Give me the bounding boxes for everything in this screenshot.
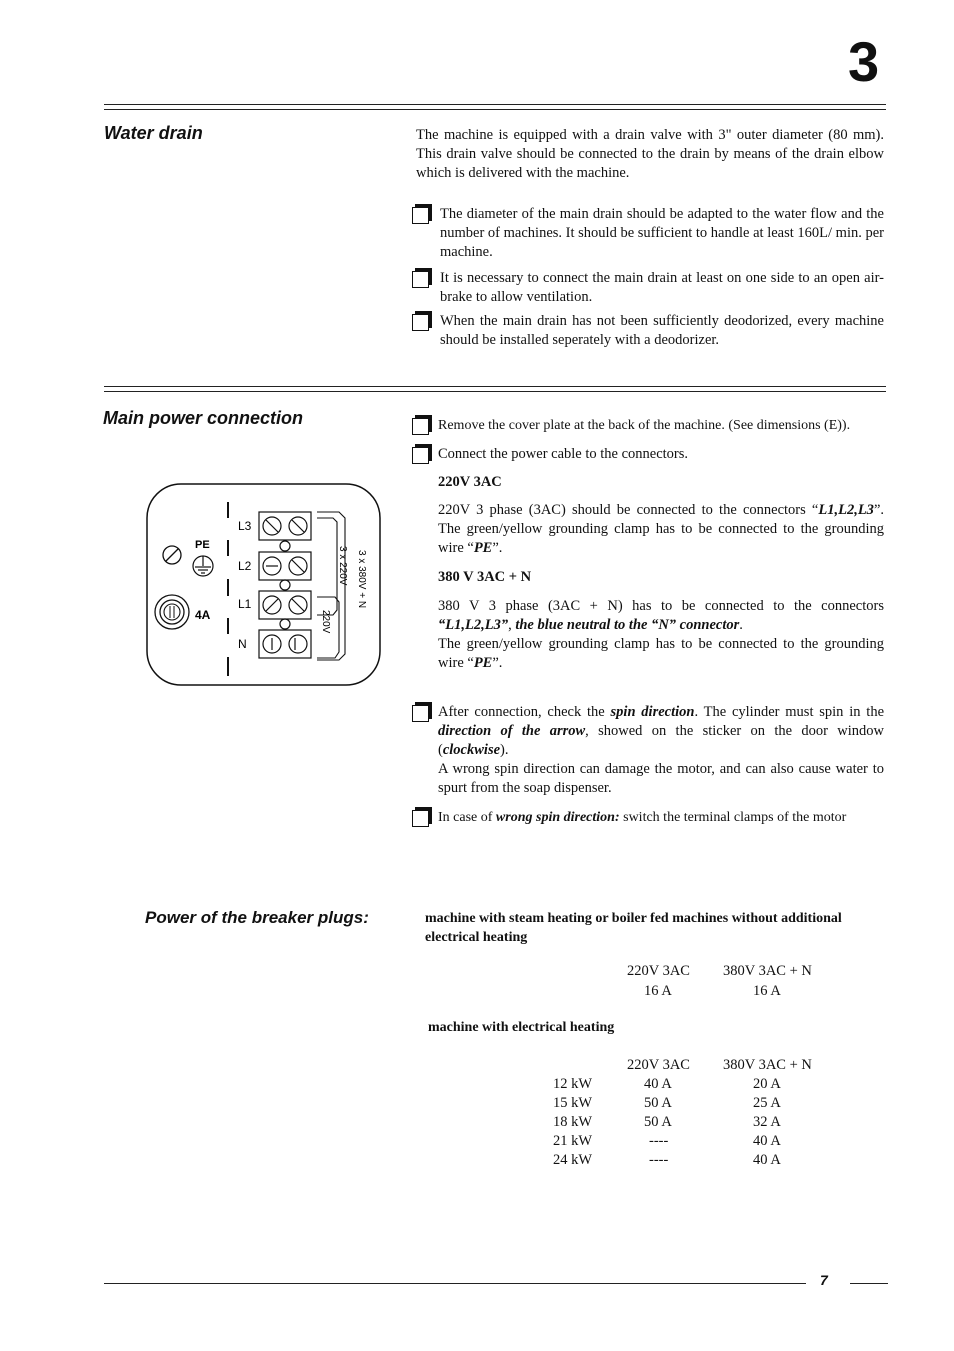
- water-drain-title: Water drain: [104, 123, 203, 143]
- col-header: 220V 3AC: [627, 1057, 690, 1073]
- table-cell: 40 A: [644, 1076, 672, 1092]
- bullet-item: [412, 269, 884, 307]
- bullet-item: [412, 312, 884, 350]
- paragraph-380v: 380 V 3 phase (3AC + N) has to be connected to the connectors “L1,L2,L3”, the blue neutral to the “N” connector. The green/yellow grounding clamp has to be connected to the grounding wire “PE”.: [438, 598, 884, 671]
- bullet-text: It is necessary to connect the main drain at least on one side to an open air-brake to allow ventilation.: [440, 270, 884, 305]
- bullet-text: When the main drain has not been sufficiently deodorized, every machine should be installed seperately with a deodorizer.: [440, 313, 884, 348]
- terminal-label: L1: [238, 597, 252, 611]
- bullet-item: [412, 205, 884, 262]
- bullet-item: [412, 703, 884, 798]
- electric-heading: machine with electrical heating: [428, 1020, 615, 1035]
- terminal-connection-diagram: [145, 482, 383, 688]
- steam-heading: machine with steam heating or boiler fed machines without additional electrical heating: [425, 911, 842, 945]
- bullet-text: In case of wrong spin direction: switch the terminal clamps of the motor: [438, 810, 847, 825]
- table-cell: 21 kW: [553, 1133, 593, 1149]
- checkbox-bullet-icon: [412, 447, 429, 464]
- heading-380v: 380 V 3AC + N: [438, 569, 532, 585]
- table-cell: 50 A: [644, 1114, 672, 1130]
- terminal-label: L3: [238, 519, 252, 533]
- table-cell: 40 A: [753, 1133, 781, 1149]
- table-cell: ----: [649, 1152, 669, 1168]
- table-cell: 15 kW: [553, 1095, 593, 1111]
- table-cell: 24 kW: [553, 1152, 593, 1168]
- section-divider: [104, 104, 886, 110]
- terminal-label: L2: [238, 559, 252, 573]
- section-divider: [104, 386, 886, 392]
- page-number: 7: [820, 1272, 828, 1288]
- voltage-label-220: 220V: [320, 610, 331, 634]
- table-cell: 16 A: [644, 983, 672, 999]
- bullet-text: The diameter of the main drain should be adapted to the water flow and the number of machines. It should be sufficient to handle at least 160L/ min. per machine.: [440, 206, 884, 260]
- bullet-text: Connect the power cable to the connectors.: [438, 446, 689, 462]
- water-drain-intro: The machine is equipped with a drain valve with 3" outer diameter (80 mm). This drain valve should be connected to the drain by means of the drain elbow which is delivered with the machine.: [416, 127, 884, 181]
- table-cell: 25 A: [753, 1095, 781, 1111]
- voltage-label-380: 3 x 380V + N: [356, 550, 367, 609]
- bullet-text: After connection, check the spin direction. The cylinder must spin in the direction of the arrow, showed on the sticker on the door window (clockwise). A wrong spin direction can damage the motor, and can also cause water to spurt from the soap dispenser.: [438, 704, 885, 796]
- table-cell: 40 A: [753, 1152, 781, 1168]
- col-header: 380V 3AC + N: [723, 1057, 812, 1073]
- checkbox-bullet-icon: [412, 705, 429, 722]
- table-cell: 16 A: [753, 983, 781, 999]
- bullet-item: [412, 808, 884, 827]
- heading-220v: 220V 3AC: [438, 474, 502, 490]
- table-cell: 18 kW: [553, 1114, 593, 1130]
- pe-label: PE: [195, 539, 210, 551]
- table-cell: 50 A: [644, 1095, 672, 1111]
- bullet-text: Remove the cover plate at the back of the machine. (See dimensions (E)).: [438, 418, 851, 433]
- bullet-item: [412, 416, 884, 435]
- breaker-title: Power of the breaker plugs:: [145, 908, 369, 927]
- table-cell: 32 A: [753, 1114, 781, 1130]
- table-cell: ----: [649, 1133, 669, 1149]
- checkbox-bullet-icon: [412, 314, 429, 331]
- chapter-number: 3: [848, 30, 880, 93]
- terminal-label: N: [238, 637, 247, 651]
- checkbox-bullet-icon: [412, 418, 429, 435]
- footer-rule: [850, 1283, 888, 1284]
- col-header: 220V 3AC: [627, 963, 690, 979]
- fuse-label: 4A: [195, 608, 211, 622]
- checkbox-bullet-icon: [412, 810, 429, 827]
- table-cell: 20 A: [753, 1076, 781, 1092]
- col-header: 380V 3AC + N: [723, 963, 812, 979]
- power-title: Main power connection: [103, 408, 304, 428]
- checkbox-bullet-icon: [412, 271, 429, 288]
- checkbox-bullet-icon: [412, 207, 429, 224]
- footer-rule: [104, 1283, 806, 1284]
- paragraph-220v: 220V 3 phase (3AC) should be connected to the connectors “L1,L2,L3”. The green/yellow grounding clamp has to be connected to the grounding wire “PE”.: [438, 502, 884, 556]
- voltage-label-3x220: 3 x 220V: [337, 546, 348, 586]
- table-cell: 12 kW: [553, 1076, 593, 1092]
- bullet-item: [412, 445, 884, 464]
